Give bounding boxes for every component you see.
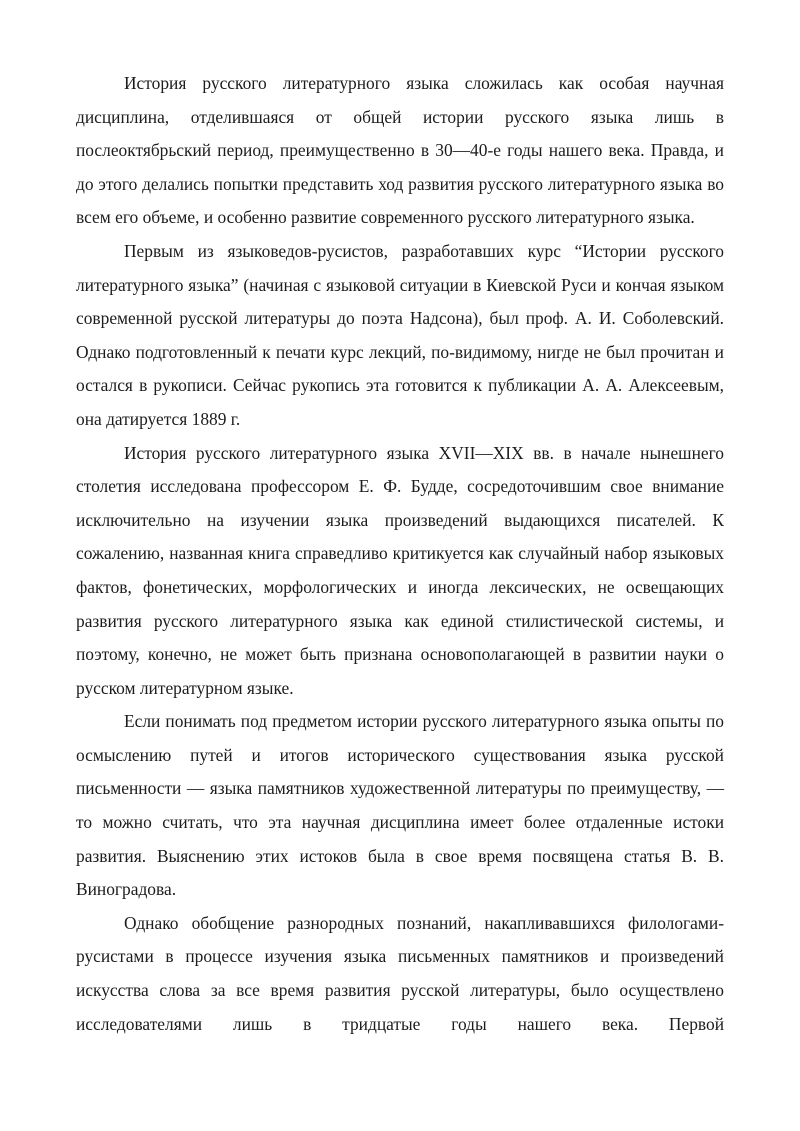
paragraph-5: Однако обобщение разнородных познаний, накапливавшихся филологами-русистами в процессе изучения языка письменных памятников и произведений искусства слова за все время развития русской литературы, было осуществлено исследователями лишь в тридцатые годы нашего века. Первой [76,912,724,1034]
document-page [76,67,724,1041]
paragraph-1: История русского литературного языка сложилась как особая научная дисциплина, отделившаяся от общей истории русского языка лишь в послеоктябрьский период, преимущественно в 30—40-е годы нашего века. Правда, и до этого делались попытки представить ход развития русского литературного языка во всем его объеме, и особенно развитие современного русского литературного языка. [76,73,724,228]
paragraph-4: Если понимать под предметом истории русского литературного языка опыты по осмыслению путей и итогов исторического существования языка русской письменности — языка памятников художественной литературы по преимуществу, — то можно считать, что эта научная дисциплина имеет более отдаленные истоки развития. Выяснению этих истоков была в свое время посвящена статья В. В. Виноградова. [76,711,724,900]
paragraph-2: Первым из языковедов-русистов, разработавших курс “Истории русского литературного языка” (начиная с языковой ситуации в Киевской Руси и кончая языком современной русской литературы до поэта Надсона), был проф. А. И. Соболевский. Однако подготовленный к печати курс лекций, по-видимому, нигде не был прочитан и остался в рукописи. Сейчас рукопись эта готовится к публикации А. А. Алексеевым, она датируется 1889 г. [76,240,724,429]
paragraph-3: История русского литературного языка XVII—XIX вв. в начале нынешнего столетия исследована профессором Е. Ф. Будде, сосредоточившим свое внимание исключительно на изучении языка произведений выдающихся писателей. К сожалению, названная книга справедливо критикуется как случайный набор языковых фактов, фонетических, морфологических и иногда лексических, не освещающих развития русского литературного языка как единой стилистической системы, и поэтому, конечно, не может быть признана основополагающей в развитии науки о русском литературном языке. [76,442,724,698]
